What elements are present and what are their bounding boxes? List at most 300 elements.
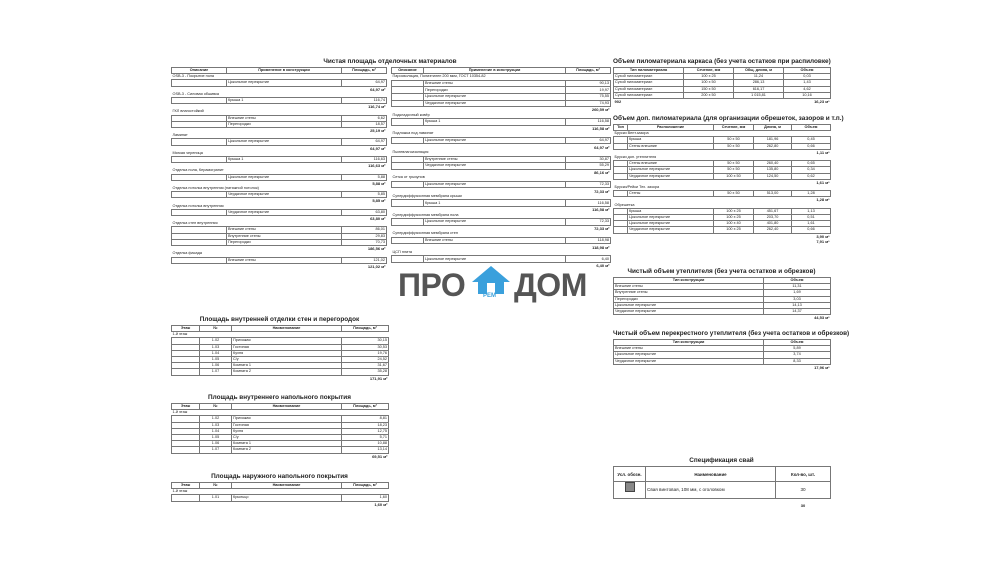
col-number: № (200, 404, 232, 410)
spacer-cell (392, 163, 424, 170)
area-cell: 63,80 (342, 209, 387, 215)
room-name: Гостиная (232, 422, 342, 428)
usage-cell: Чердачное перекрытие (227, 209, 342, 215)
material-name: Супердиффузионная мембрана крыши (392, 194, 462, 199)
cell: 0,66 (792, 227, 831, 233)
finishing-materials (171, 58, 609, 269)
col-section: Сечение, мм (714, 125, 754, 131)
area-cell: 55,29 (566, 163, 611, 170)
cell: 10,16 (784, 92, 831, 98)
room-number: 1.02 (200, 338, 232, 344)
spacer-cell (684, 99, 734, 105)
spacer-cell (734, 99, 784, 105)
room-area: 8,81 (342, 416, 389, 422)
volume-cell: 3,74 (764, 352, 831, 358)
col-volume: Объем (792, 125, 831, 131)
outer-floor-area (171, 473, 388, 507)
usage-cell: Перегородки (424, 87, 566, 94)
usage-cell: Перегородки (227, 239, 342, 245)
total-row (172, 501, 389, 507)
cell: 181,96 (754, 137, 792, 143)
col-usage: Применение в конструкции (424, 68, 566, 74)
cell: 50 x 50 (714, 143, 754, 149)
room-area: 24,52 (342, 357, 389, 363)
room-area: 30,53 (342, 344, 389, 350)
material-name: ЦСП плита (392, 250, 413, 255)
group-name: Бруски/Рейки Тех. зазора (614, 185, 660, 190)
area-cell: 19,97 (566, 87, 611, 94)
room-area: 5,71 (342, 435, 389, 441)
logo-text-pro: ПРО (398, 267, 466, 303)
col-volume: Объем (764, 340, 831, 346)
subtotal-value: 1,11 м³ (816, 149, 830, 155)
pile-symbol-cell (614, 482, 646, 499)
subtotal-value: 86,16 м² (594, 169, 610, 175)
usage-cell: Чердачное перекрытие (424, 163, 566, 170)
table-row (392, 137, 611, 144)
usage-cell: Цокольное перекрытие (227, 139, 342, 145)
cell: 4,62 (784, 86, 831, 92)
table-row (392, 200, 611, 207)
table-row (392, 80, 611, 87)
cell: 0,34 (792, 167, 831, 173)
cell: 0,03 (784, 74, 831, 80)
cell: 262,40 (754, 227, 792, 233)
area-cell: 29,83 (342, 233, 387, 239)
construction-cell: Внутренние стены (614, 290, 764, 296)
group-name: Обрешетка (614, 202, 635, 207)
material-name: Супердиффузионная мембрана пола (392, 212, 459, 217)
construction-cell: Цокольное перекрытие (614, 302, 764, 308)
usage-cell: Крыша 1 (227, 98, 342, 104)
floor-name: 1-й этаж (172, 489, 188, 494)
cell: 50 x 50 (714, 191, 754, 197)
subtotal-value: 116,63 м² (368, 163, 386, 169)
cell: Цокольное перекрытие (628, 221, 714, 227)
usage-cell: Внешние стены (227, 227, 342, 233)
cell: 1,13 (792, 208, 831, 214)
spacer-cell (172, 453, 342, 459)
grand-total-value: 7,91 м³ (816, 238, 830, 244)
area-cell: 64,97 (342, 139, 387, 145)
material-name: Ламинат (172, 133, 188, 138)
table-row (392, 100, 611, 107)
inner-floor-area (171, 394, 388, 459)
table-row (392, 163, 611, 170)
room-name: Комната 1 (232, 441, 342, 447)
construction-cell: Цокольное перекрытие (614, 352, 764, 358)
room-number: 1.02 (200, 416, 232, 422)
cell: 200 x 50 (684, 92, 734, 98)
cell: 513,00 (754, 191, 792, 197)
usage-cell: Цокольное перекрытие (424, 137, 566, 144)
floor-name: 1-й этаж (172, 410, 188, 415)
room-area: 1,60 (342, 495, 389, 501)
table-row (392, 237, 611, 244)
piles-specification (613, 457, 830, 513)
material-name: Супердиффузионная мембрана стен (392, 231, 458, 236)
subtotal-value: 64,97 м² (370, 145, 386, 151)
material-name: Пароизоляция, Полиэтилен 200 мкм, ГОСТ 10354-82 (392, 74, 486, 79)
outer-floor-table (171, 482, 389, 507)
total-value: 69,51 м² (372, 453, 388, 459)
cell: Сухой пиломатериал (614, 74, 684, 80)
volume-cell: 8,33 (764, 358, 831, 364)
cell: 1,28 (792, 191, 831, 197)
usage-cell: Чердачное перекрытие (424, 100, 566, 107)
col-number: № (200, 326, 232, 332)
room-name: Комната 2 (232, 369, 342, 375)
cell: 401,80 (754, 221, 792, 227)
cell: 50 x 50 (714, 137, 754, 143)
area-cell: 30,87 (566, 156, 611, 163)
usage-cell: Цокольное перекрытие (424, 181, 566, 188)
finishing-table-left (171, 67, 387, 269)
material-name: OSB-3 - Силовая обшивка (172, 91, 220, 96)
col-name: Наименование (646, 467, 776, 482)
inner-floor-title: Площадь внутреннего напольного покрытия (208, 394, 351, 401)
material-name: Отделка потолка внутренняя (натяжной потолок) (172, 186, 259, 191)
room-number: 1.01 (200, 495, 232, 501)
subtotal-row (172, 263, 387, 269)
total-row (614, 99, 831, 105)
cell: 1,43 (784, 80, 831, 86)
inner-walls-area (171, 316, 388, 381)
inner-floor-table (171, 403, 389, 459)
usage-cell: Цокольное перекрытие (424, 219, 566, 226)
room-name: Гостиная (232, 344, 342, 350)
material-name: Мягкая черепица (172, 150, 203, 155)
pile-name: Свая винтовая, 108 мм, с оголовком (646, 482, 776, 499)
spacer-cell (392, 93, 424, 100)
room-number: 1.07 (200, 447, 232, 453)
cell: 11,24 (734, 74, 784, 80)
count-value: 902 (614, 99, 622, 105)
material-name: Подложка под ламинат (392, 131, 434, 136)
subtotal-value: 121,02 м² (367, 263, 386, 269)
table-row (392, 156, 611, 163)
table-row (392, 87, 611, 94)
spacer-cell (392, 200, 424, 207)
col-area: Площадь, м² (342, 326, 389, 332)
material-group-row (392, 74, 611, 81)
logo-text-dom: ДОМ (514, 267, 587, 303)
spacer-cell (614, 499, 776, 514)
usage-cell: Внешние стены (227, 257, 342, 263)
table-row (392, 119, 611, 126)
room-area: 13,14 (342, 447, 389, 453)
spacer-cell (392, 80, 424, 87)
cell: Сухой пиломатериал (614, 80, 684, 86)
col-lumber-type: Тип пиломатериала (614, 68, 684, 74)
material-name: Отделка стен внутренняя (172, 221, 218, 226)
spacer-cell (392, 219, 424, 226)
cell: 451,67 (754, 208, 792, 214)
subtotal-value: 3,90 м³ (816, 233, 830, 239)
volume-cell: 1,69 (764, 290, 831, 296)
col-construction-type: Тип конструкции (614, 278, 764, 284)
col-quantity: Кол-во, шт. (776, 467, 831, 482)
usage-cell: Чердачное перекрытие (227, 192, 342, 198)
spacer-cell (614, 239, 792, 244)
table-row (392, 93, 611, 100)
cell: Крыша (628, 137, 714, 143)
col-area: Площадь, м² (342, 68, 387, 74)
area-cell: 116,74 (342, 98, 387, 104)
subtotal-value: 118,98 м² (592, 244, 610, 250)
room-name: Комната 2 (232, 447, 342, 453)
total-row (172, 453, 389, 459)
area-cell: 116,58 (566, 119, 611, 126)
cell: 100 x 50 (684, 80, 734, 86)
room-number: 1.06 (200, 363, 232, 369)
col-name: Наименование (232, 404, 342, 410)
area-cell: 5,85 (342, 192, 387, 198)
usage-cell: Перегородки (227, 121, 342, 127)
material-name: Отделка фасада (172, 251, 202, 256)
room-name: С/у (232, 357, 342, 363)
cell: 50 x 50 (714, 167, 754, 173)
subtotal-value: 72,33 м² (594, 225, 610, 231)
material-name: Отделка потолка внутренняя (172, 203, 224, 208)
col-length: Длина, м (754, 125, 792, 131)
total-value: 171,91 м² (369, 375, 388, 381)
cell: 100 x 40 (714, 221, 754, 227)
room-number: 1.04 (200, 350, 232, 356)
cell: 0,66 (792, 143, 831, 149)
pile-symbol-icon (625, 482, 635, 492)
room-area: 12,75 (342, 428, 389, 434)
construction-cell: Внешние стены (614, 346, 764, 352)
col-area: Площадь, м² (342, 483, 389, 489)
subtotal-value: 186,56 м² (367, 246, 386, 252)
inner-walls-table (171, 325, 389, 381)
subtotal-value: 1,61 м³ (816, 179, 830, 185)
col-area: Площадь, м² (566, 68, 611, 74)
floor-name: 1-й этаж (172, 332, 188, 337)
material-name: Пылевлагоизоляция (392, 150, 429, 155)
col-section: Сечение, мм (684, 68, 734, 74)
cell: 260,40 (754, 161, 792, 167)
usage-cell: Внутренние стены (424, 156, 566, 163)
grand-total-row (614, 239, 831, 244)
total-row (172, 375, 389, 381)
area-cell: 6,40 (566, 256, 611, 263)
spacer-cell (392, 137, 424, 144)
col-name: Наименование (232, 326, 342, 332)
cell: 1,61 (792, 221, 831, 227)
spacer-cell (392, 87, 424, 94)
extra-lumber-title: Объем доп. пиломатериала (для организации обрешеток, зазоров и т.п.) (613, 115, 844, 122)
volume-cell: 5,89 (764, 346, 831, 352)
subtotal-value: 64,97 м² (370, 86, 386, 92)
room-name: Кухня (232, 350, 342, 356)
cell: 50 x 50 (714, 161, 754, 167)
col-location: Расположение (628, 125, 714, 131)
spacer-cell (392, 119, 424, 126)
cell: 1 015,81 (734, 92, 784, 98)
col-symbol: Усл. обозн. (614, 467, 646, 482)
cell: 100 x 25 (684, 74, 734, 80)
construction-cell: Чердачное перекрытие (614, 309, 764, 315)
room-number: 1.05 (200, 357, 232, 363)
subtotal-value: 116,74 м² (368, 104, 386, 110)
cell: 124,50 (754, 173, 792, 179)
frame-lumber-volume (613, 58, 830, 104)
material-name: OSB-3 - Покрытие пола (172, 74, 215, 79)
room-name: Крыльцо (232, 495, 342, 501)
col-construction-type: Тип конструкции (614, 340, 764, 346)
construction-cell: Внешние стены (614, 284, 764, 290)
room-number: 1.04 (200, 428, 232, 434)
group-name: Бруски Вент.зазора (614, 131, 649, 136)
cell: Цокольное перекрытие (628, 215, 714, 221)
room-area: 10,88 (342, 441, 389, 447)
room-area: 19,76 (342, 350, 389, 356)
outer-floor-title: Площадь наружного напольного покрытия (211, 473, 348, 480)
cell: 150 x 50 (684, 86, 734, 92)
table-row (614, 482, 831, 499)
total-row (614, 315, 831, 321)
subtotal-value: 116,58 м² (592, 207, 610, 213)
col-length: Общ. длина, м (734, 68, 784, 74)
finishing-title: Чистая площадь отделочных материалов (323, 58, 457, 65)
material-name: Сетка от грызунов (392, 175, 425, 180)
volume-cell: 14,13 (764, 302, 831, 308)
area-cell: 86,01 (342, 227, 387, 233)
extra-lumber-volume (613, 115, 844, 244)
cell: Стены внешние (628, 143, 714, 149)
cross-insulation-volume (613, 330, 850, 370)
spacer-cell (227, 263, 342, 269)
pile-quantity: 30 (776, 482, 831, 499)
subtotal-value: 64,97 м² (594, 144, 610, 150)
cell: 0,51 (792, 215, 831, 221)
spacer-cell (392, 181, 424, 188)
subtotal-value: 72,33 м² (594, 188, 610, 194)
group-name: Бруски доп. утеплителя (614, 155, 657, 160)
cross-insulation-title: Чистый объем перекрестного утеплителя (без учета остатков и обрезков) (613, 330, 850, 337)
frame-volume-table (613, 67, 831, 104)
area-cell: 75,55 (566, 93, 611, 100)
col-floor: Этаж (172, 404, 200, 410)
spacer-cell (614, 315, 764, 321)
area-cell: 72,33 (566, 219, 611, 226)
room-number: 1.03 (200, 422, 232, 428)
area-cell: 118,98 (566, 237, 611, 244)
cell: 203,70 (754, 215, 792, 221)
cell: 0,62 (792, 173, 831, 179)
col-volume: Объем (784, 68, 831, 74)
area-cell: 64,97 (342, 80, 387, 86)
usage-cell: Цокольное перекрытие (424, 256, 566, 263)
usage-cell: Крыша 1 (424, 200, 566, 207)
cell: 616,17 (734, 86, 784, 92)
material-name: ГКЛ влагостойкий (172, 109, 204, 114)
subtotal-value: 6,40 м² (596, 263, 610, 269)
subtotal-value: 5,88 м² (372, 180, 386, 186)
col-volume: Объем (764, 278, 831, 284)
col-number: № (200, 483, 232, 489)
spacer-cell (392, 156, 424, 163)
total-value: 30 (800, 503, 806, 508)
room-number: 1.05 (200, 435, 232, 441)
subtotal-value: 1,28 м³ (816, 197, 830, 203)
finishing-table-right (391, 67, 611, 269)
cell: 100 x 25 (714, 215, 754, 221)
col-type: Тип (614, 125, 628, 131)
col-usage: Применение в конструкции (227, 68, 342, 74)
usage-cell: Внешние стены (227, 115, 342, 121)
col-floor: Этаж (172, 483, 200, 489)
cell: 286,13 (734, 80, 784, 86)
room-name: С/у (232, 435, 342, 441)
room-area: 31,67 (342, 363, 389, 369)
extra-lumber-table (613, 124, 831, 244)
inner-walls-title: Площадь внутренней отделки стен и перегородок (199, 316, 360, 323)
volume-cell: 11,31 (764, 284, 831, 290)
subtotal-value: 116,58 м² (592, 125, 610, 131)
col-description: Описание (392, 68, 424, 74)
area-cell: 74,93 (566, 100, 611, 107)
cell: Чердачное перекрытие (628, 173, 714, 179)
cell: 100 x 50 (714, 173, 754, 179)
room-name: Прихожая (232, 338, 342, 344)
piles-table (613, 466, 831, 513)
piles-title: Спецификация свай (689, 457, 754, 464)
area-cell: 5,88 (342, 174, 387, 180)
cell: 262,80 (754, 143, 792, 149)
insulation-volume (613, 268, 830, 320)
area-cell: 90,13 (566, 80, 611, 87)
usage-cell: Внешние стены (424, 237, 566, 244)
cell: Стены внешние (628, 161, 714, 167)
volume-cell: 14,37 (764, 309, 831, 315)
cross-insulation-table (613, 339, 831, 370)
area-cell: 116,63 (342, 157, 387, 163)
cell: 100 x 25 (714, 227, 754, 233)
room-area: 35,28 (342, 369, 389, 375)
room-number: 1.03 (200, 344, 232, 350)
usage-cell: Цокольное перекрытие (424, 93, 566, 100)
cell: Сухой пиломатериал (614, 92, 684, 98)
cell: 100 x 25 (714, 208, 754, 214)
cell: Сухой пиломатериал (614, 86, 684, 92)
cell: Крыша (628, 208, 714, 214)
room-name: Комната 1 (232, 363, 342, 369)
spacer-cell (172, 501, 342, 507)
material-name: Подкладочный ковёр (392, 112, 430, 117)
room-area: 18,23 (342, 422, 389, 428)
total-value: 44,53 м³ (814, 315, 830, 321)
area-cell: 64,97 (566, 137, 611, 144)
construction-cell: Чердачное перекрытие (614, 358, 764, 364)
usage-cell: Цокольное перекрытие (227, 80, 342, 86)
room-name: Кухня (232, 428, 342, 434)
spacer-cell (172, 263, 227, 269)
area-cell: 6,62 (342, 115, 387, 121)
cell: 0,65 (792, 161, 831, 167)
usage-cell: Внешние стены (424, 80, 566, 87)
subtotal-value: 25,19 м² (370, 128, 386, 134)
subtotal-value: 260,59 м² (591, 107, 610, 113)
area-cell: 121,02 (342, 257, 387, 263)
material-name: Отделка пола, Керамогранит (172, 168, 224, 173)
col-name: Наименование (232, 483, 342, 489)
subtotal-value: 63,80 м² (370, 216, 386, 222)
total-value: 16,23 м³ (814, 99, 830, 105)
area-cell: 116,58 (566, 200, 611, 207)
